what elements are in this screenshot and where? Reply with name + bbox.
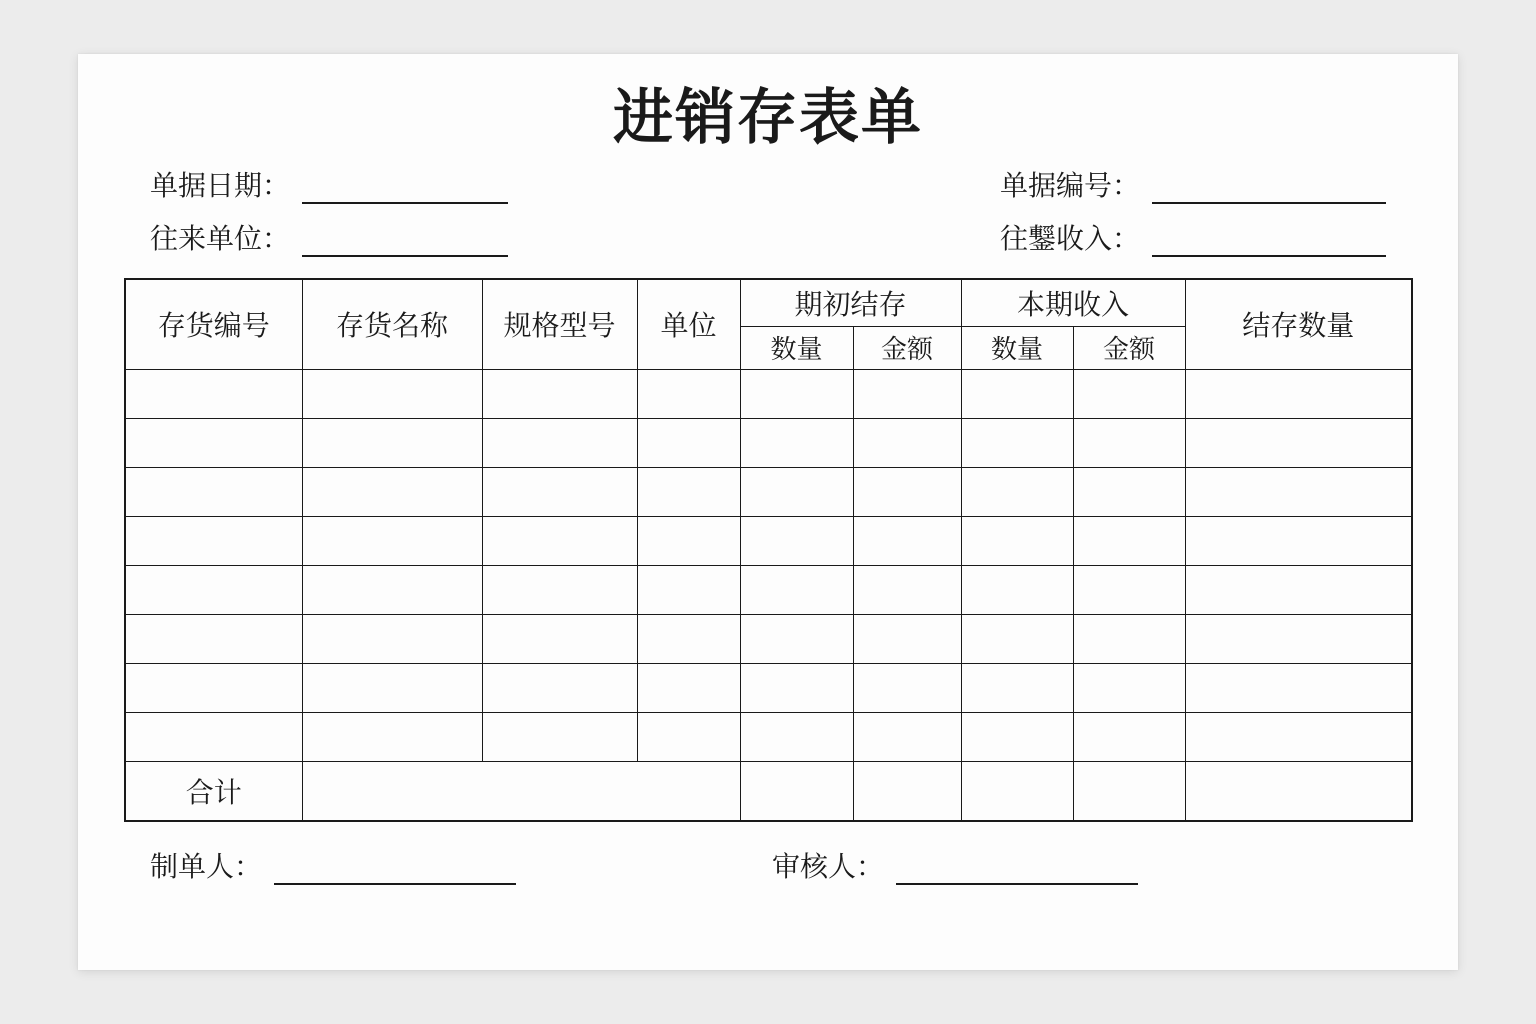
- table-cell[interactable]: [853, 418, 961, 467]
- table-cell[interactable]: [302, 565, 482, 614]
- table-cell[interactable]: [740, 663, 853, 712]
- table-cell[interactable]: [740, 614, 853, 663]
- preparer-input-line[interactable]: [274, 849, 516, 885]
- inventory-form-sheet: [78, 54, 1458, 970]
- total-opening-amount-cell[interactable]: [853, 761, 961, 821]
- reviewer-input-line[interactable]: [896, 849, 1138, 885]
- doc-number-input-line[interactable]: [1152, 168, 1386, 204]
- table-cell[interactable]: [125, 516, 302, 565]
- total-receipts-amount-cell[interactable]: [1073, 761, 1185, 821]
- table-row: [125, 467, 1412, 516]
- table-cell[interactable]: [740, 467, 853, 516]
- opening-amount-header: 金额: [853, 326, 961, 369]
- table-cell[interactable]: [125, 467, 302, 516]
- total-row: [125, 761, 1412, 821]
- table-cell[interactable]: [1185, 712, 1412, 761]
- receipts-qty-header: 数量: [961, 326, 1073, 369]
- table-cell[interactable]: [853, 516, 961, 565]
- table-cell[interactable]: [1185, 565, 1412, 614]
- table-row: [125, 418, 1412, 467]
- table-cell[interactable]: [740, 418, 853, 467]
- table-cell[interactable]: [961, 467, 1073, 516]
- handler-input-line[interactable]: [1152, 221, 1386, 257]
- table-cell[interactable]: [740, 369, 853, 418]
- table-cell[interactable]: [961, 712, 1073, 761]
- opening-balance-group-header: 期初结存: [740, 279, 961, 326]
- col-closing-qty-header: 结存数量: [1185, 279, 1412, 369]
- table-cell[interactable]: [482, 516, 637, 565]
- table-header-row: [125, 279, 1412, 326]
- table-cell[interactable]: [1073, 565, 1185, 614]
- receipts-amount-header: 金额: [1073, 326, 1185, 369]
- table-cell[interactable]: [637, 467, 740, 516]
- total-receipts-qty-cell[interactable]: [961, 761, 1073, 821]
- table-cell[interactable]: [482, 663, 637, 712]
- doc-date-field: [150, 164, 508, 204]
- table-cell[interactable]: [1185, 369, 1412, 418]
- table-row: [125, 663, 1412, 712]
- preparer-field: [150, 845, 516, 885]
- table-cell[interactable]: [125, 614, 302, 663]
- table-cell[interactable]: [1185, 663, 1412, 712]
- table-cell[interactable]: [302, 467, 482, 516]
- table-cell[interactable]: [1185, 418, 1412, 467]
- doc-number-label: 单据编号：: [1000, 169, 1141, 202]
- table-cell[interactable]: [302, 418, 482, 467]
- total-merged-cell[interactable]: [302, 761, 740, 821]
- handler-label: 往鑋收入：: [1000, 222, 1141, 255]
- table-cell[interactable]: [482, 712, 637, 761]
- table-cell[interactable]: [740, 712, 853, 761]
- opening-qty-header: 数量: [740, 326, 853, 369]
- table-cell[interactable]: [482, 614, 637, 663]
- table-cell[interactable]: [961, 369, 1073, 418]
- table-cell[interactable]: [637, 614, 740, 663]
- table-cell[interactable]: [740, 516, 853, 565]
- table-row: [125, 614, 1412, 663]
- total-label: 合计: [125, 761, 302, 821]
- table-cell[interactable]: [1073, 369, 1185, 418]
- table-cell[interactable]: [853, 565, 961, 614]
- table-cell[interactable]: [1073, 614, 1185, 663]
- table-cell[interactable]: [302, 516, 482, 565]
- table-cell[interactable]: [961, 663, 1073, 712]
- table-cell[interactable]: [125, 712, 302, 761]
- table-cell[interactable]: [637, 712, 740, 761]
- table-cell[interactable]: [1073, 663, 1185, 712]
- reviewer-field: [772, 845, 1138, 885]
- table-cell[interactable]: [1185, 467, 1412, 516]
- doc-date-label: 单据日期：: [150, 169, 291, 202]
- table-cell[interactable]: [125, 418, 302, 467]
- table-cell[interactable]: [853, 663, 961, 712]
- period-receipts-group-header: 本期收入: [961, 279, 1185, 326]
- table-cell[interactable]: [1185, 516, 1412, 565]
- col-spec-header: 规格型号: [482, 279, 637, 369]
- table-row: [125, 369, 1412, 418]
- table-cell[interactable]: [961, 565, 1073, 614]
- table-cell[interactable]: [302, 663, 482, 712]
- table-cell[interactable]: [1073, 418, 1185, 467]
- table-cell[interactable]: [637, 663, 740, 712]
- table-cell[interactable]: [302, 369, 482, 418]
- preparer-label: 制单人：: [150, 850, 263, 883]
- col-item-name-header: 存货名称: [302, 279, 482, 369]
- table-cell[interactable]: [740, 565, 853, 614]
- table-row: [125, 516, 1412, 565]
- inventory-table: [124, 278, 1413, 822]
- table-cell[interactable]: [1185, 614, 1412, 663]
- table-cell[interactable]: [482, 418, 637, 467]
- col-item-code-header: 存货编号: [125, 279, 302, 369]
- table-cell[interactable]: [1073, 712, 1185, 761]
- table-cell[interactable]: [853, 369, 961, 418]
- counterparty-label: 往来单位：: [150, 222, 291, 255]
- table-cell[interactable]: [1073, 467, 1185, 516]
- table-cell[interactable]: [637, 565, 740, 614]
- handler-field: [1000, 217, 1386, 257]
- doc-date-input-line[interactable]: [302, 168, 508, 204]
- table-cell[interactable]: [302, 712, 482, 761]
- doc-number-field: [1000, 164, 1386, 204]
- table-cell[interactable]: [853, 467, 961, 516]
- total-opening-qty-cell[interactable]: [740, 761, 853, 821]
- table-cell[interactable]: [853, 614, 961, 663]
- total-closing-qty-cell[interactable]: [1185, 761, 1412, 821]
- table-cell[interactable]: [482, 467, 637, 516]
- table-cell[interactable]: [961, 516, 1073, 565]
- table-cell[interactable]: [482, 369, 637, 418]
- table-cell[interactable]: [637, 369, 740, 418]
- table-cell[interactable]: [961, 418, 1073, 467]
- table-row: [125, 565, 1412, 614]
- table-cell[interactable]: [125, 369, 302, 418]
- table-cell[interactable]: [853, 712, 961, 761]
- table-cell[interactable]: [1073, 516, 1185, 565]
- counterparty-field: [150, 217, 508, 257]
- table-cell[interactable]: [125, 663, 302, 712]
- table-row: [125, 712, 1412, 761]
- table-cell[interactable]: [637, 516, 740, 565]
- table-cell[interactable]: [961, 614, 1073, 663]
- table-cell[interactable]: [302, 614, 482, 663]
- col-unit-header: 单位: [637, 279, 740, 369]
- reviewer-label: 审核人：: [772, 850, 885, 883]
- table-cell[interactable]: [637, 418, 740, 467]
- counterparty-input-line[interactable]: [302, 221, 508, 257]
- form-title: 进销存表单: [613, 83, 923, 153]
- table-cell[interactable]: [482, 565, 637, 614]
- table-cell[interactable]: [125, 565, 302, 614]
